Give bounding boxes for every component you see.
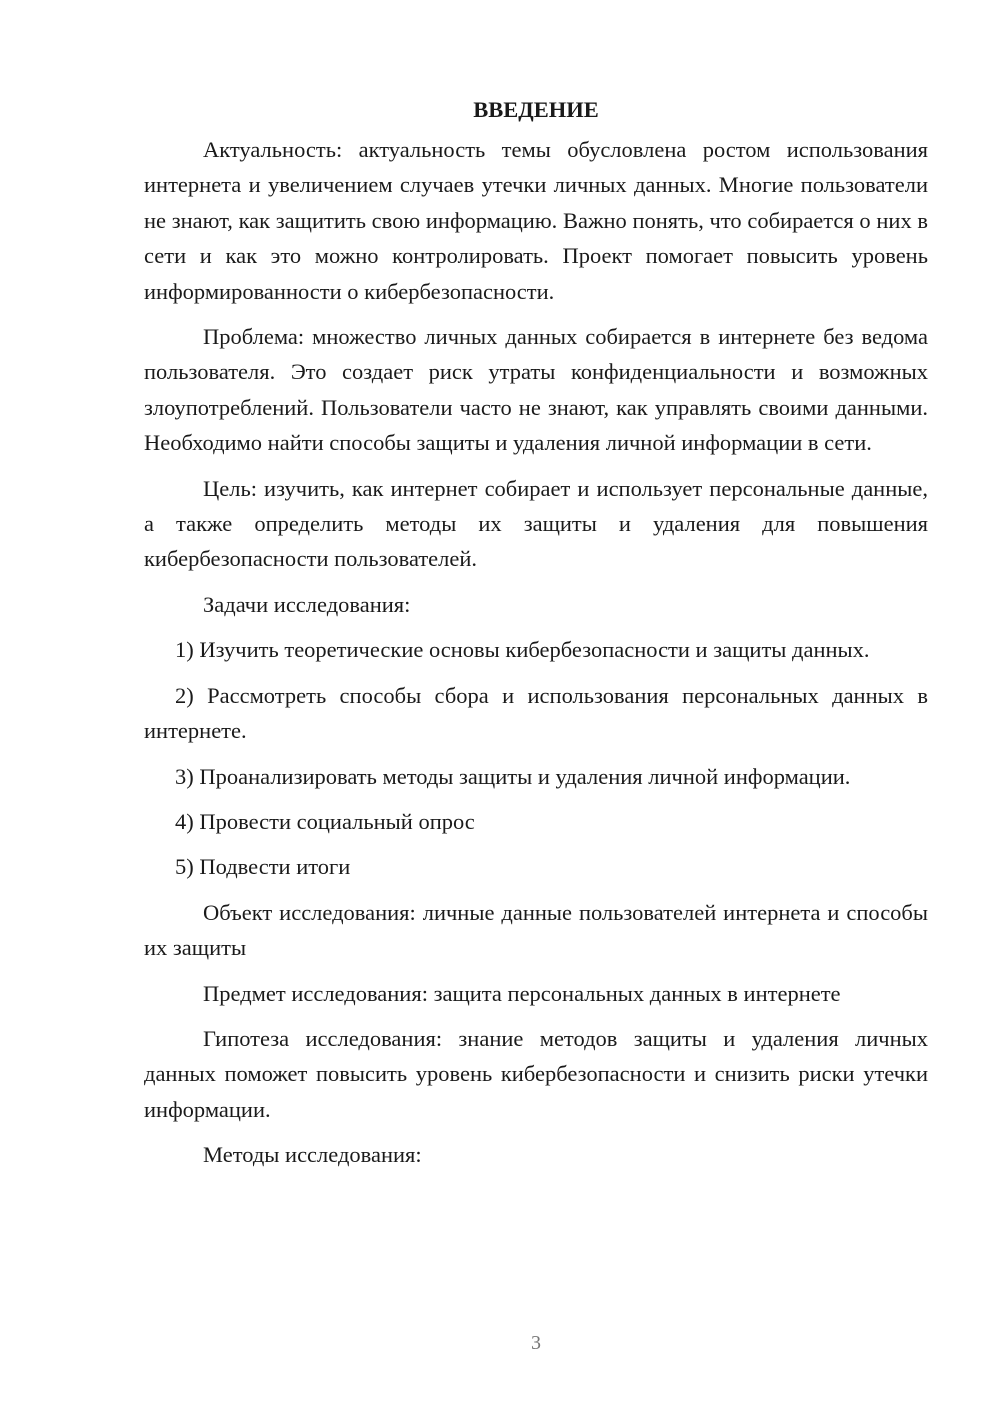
methods-heading: Методы исследования: <box>203 1142 422 1168</box>
paragraph-subject: Предмет исследования: защита персональных данных в интернете <box>203 980 841 1006</box>
task-item-1: 1) Изучить теоретические основы кибербезопасности и защиты данных. <box>175 637 870 663</box>
task-item-5: 5) Подвести итоги <box>175 854 351 880</box>
task-item-4: 4) Провести социальный опрос <box>175 808 475 834</box>
paragraph-relevance: Актуальность: актуальность темы обусловлена ростом использования интернета и увеличением случаев утечки личных данных. Многие пользователи не знают, как защитить свою информацию. Важно понять, что собирается о них в сети и как это можно контролировать. Проект помогает повысить уровень информированности о кибербезопасности. <box>144 137 928 304</box>
paragraph-goal: Цель: изучить, как интернет собирает и использует персональные данные, а также определить методы их защиты и удаления для повышения кибербезопасности пользователей. <box>144 475 928 572</box>
paragraph-problem: Проблема: множество личных данных собирается в интернете без ведома пользователя. Это создает риск утраты конфиденциальности и возможных злоупотреблений. Пользователи часто не знают, как управлять своими данными. Необходимо найти способы защиты и удаления личной информации в сети. <box>144 324 928 456</box>
tasks-heading: Задачи исследования: <box>203 591 411 617</box>
paragraph-object: Объект исследования: личные данные пользователей интернета и способы их защиты <box>144 899 928 961</box>
page-number: 3 <box>531 1332 541 1354</box>
page-content <box>144 92 928 1183</box>
task-item-2: 2) Рассмотреть способы сбора и использования персональных данных в интернете. <box>144 682 928 744</box>
section-title: ВВЕДЕНИЕ <box>473 97 599 122</box>
task-item-3: 3) Проанализировать методы защиты и удаления личной информации. <box>175 763 851 789</box>
paragraph-hypothesis: Гипотеза исследования: знание методов защиты и удаления личных данных поможет повысить уровень кибербезопасности и снизить риски утечки информации. <box>144 1025 928 1122</box>
